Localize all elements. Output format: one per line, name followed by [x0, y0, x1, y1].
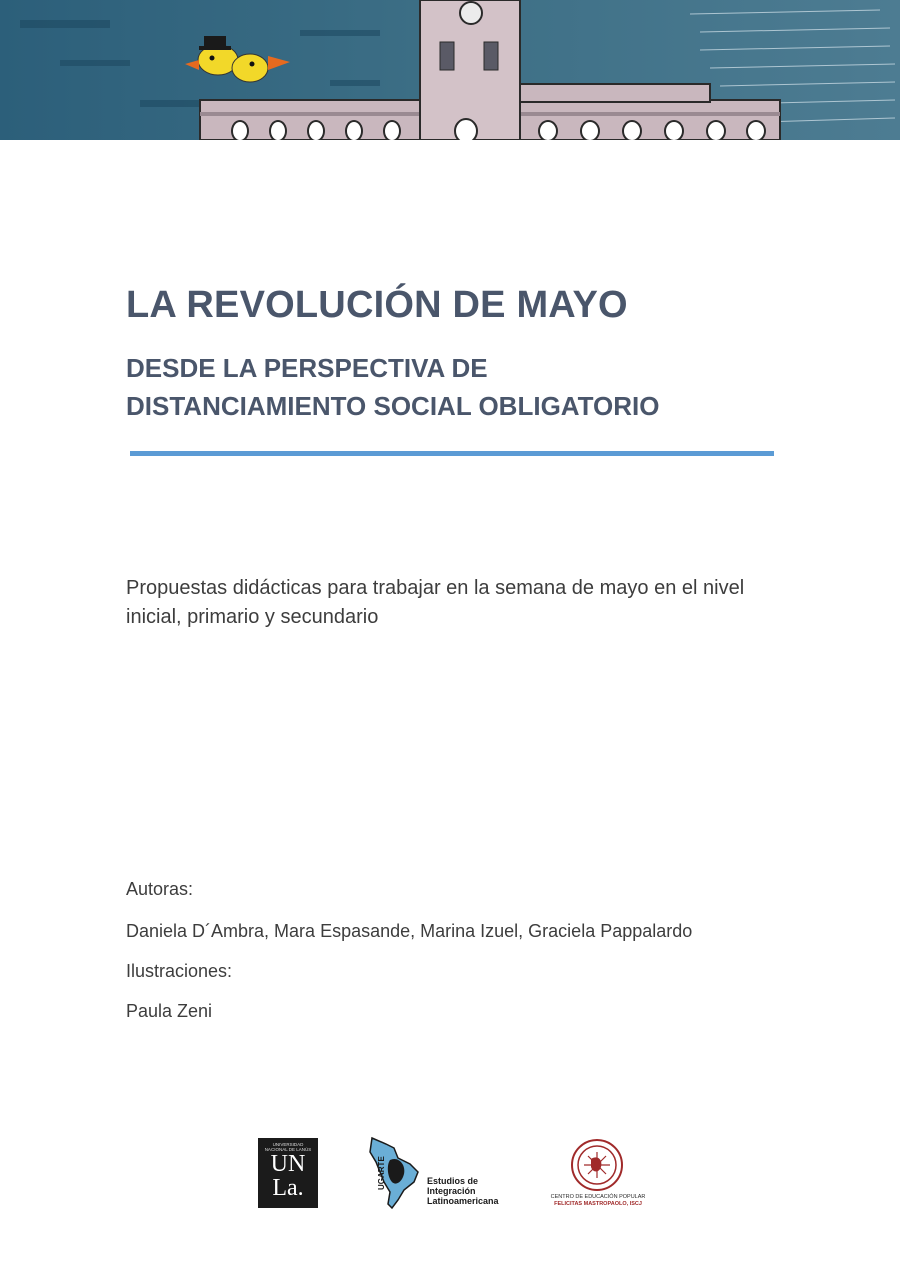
ugarte-logo-text — [427, 1176, 499, 1206]
header-illustration — [0, 0, 900, 140]
illustrations-label: Ilustraciones: — [126, 961, 233, 981]
globe-emblem-icon — [569, 1137, 625, 1193]
document-subtitle — [126, 349, 660, 425]
ugarte-logo — [364, 1134, 424, 1210]
centro-logo-text — [548, 1194, 648, 1208]
document-title: LA REVOLUCIÓN DE MAYO — [126, 284, 628, 326]
title-divider — [130, 451, 774, 456]
svg-text:UGARTE: UGARTE — [377, 1156, 386, 1190]
centro-educacion-logo — [569, 1137, 625, 1193]
illustrator-name: Paula Zeni — [126, 1001, 213, 1021]
ugarte-line: Estudios de — [427, 1176, 479, 1186]
centro-logo-line2: FELICITAS MASTROPAOLO, ISCJ — [554, 1201, 642, 1207]
authors-names: Daniela D´Ambra, Mara Espasande, Marina Izuel, Graciela Pappalardo — [126, 921, 693, 941]
unla-logo-line2: La. — [272, 1175, 304, 1201]
unla-logo-caption: UNIVERSIDAD NACIONAL DE LANÚS — [264, 1142, 312, 1152]
description: Propuestas didácticas para trabajar en la semana de mayo en el nivel inicial, primario y secundario — [126, 577, 745, 628]
authors-label: Autoras: — [126, 879, 194, 899]
latin-america-map-icon — [364, 1134, 424, 1210]
ugarte-line: Integración — [427, 1186, 476, 1196]
unla-logo-line1: UN — [270, 1151, 306, 1177]
unla-logo — [258, 1138, 318, 1208]
subtitle-line: DISTANCIAMIENTO SOCIAL OBLIGATORIO — [126, 391, 660, 421]
subtitle-line: DESDE LA PERSPECTIVA DE — [126, 353, 488, 383]
ugarte-line: Latinoamericana — [427, 1196, 499, 1206]
centro-logo-line1: CENTRO DE EDUCACIÓN POPULAR — [550, 1194, 646, 1200]
